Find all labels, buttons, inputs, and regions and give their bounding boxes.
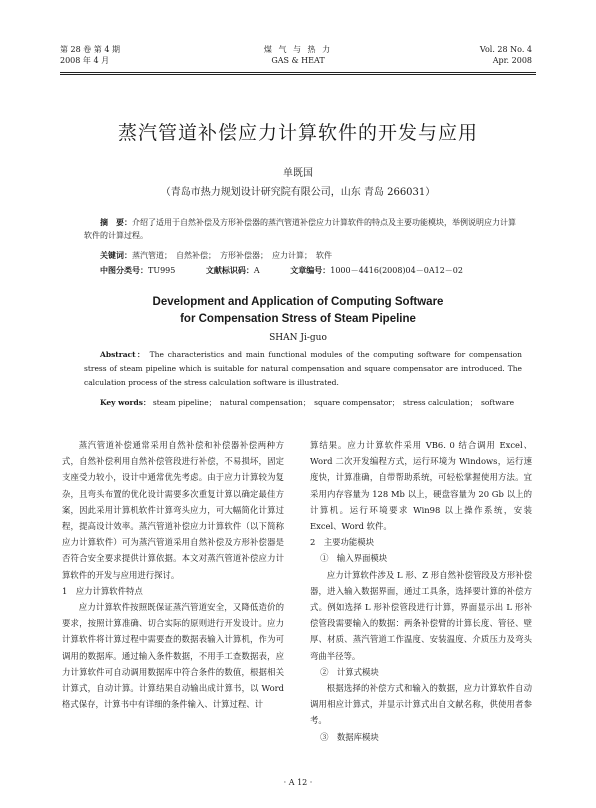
journal-name-en: GAS & HEAT [271,56,325,65]
volume-issue: 第 28 卷 第 4 期 [60,45,120,54]
volume-issue-en: Vol. 28 No. 4 [479,45,532,54]
abstract-label-en: Abstract： [100,350,146,359]
body-column-right [310,437,532,745]
section-1-paragraph: 应力计算软件按照既保证蒸汽管道安全，又降低造价的要求，按照计算准确、切合实际的原则进行开发设计。应力计算软件将计算过程中需要查的数据表输入计算机，作为可调用的数据库。通过输入条件数据，不用手工查数据表，应力计算软件可自动调用数据库中符合条件的数值，根据相关计算式，自动计算。计算结果自动输出成计算书，以 Word 格式保存，计算书中有详细的条件输入、计算过程、计 [62,602,284,710]
abstract-label-cn: 摘 要： [100,217,132,227]
publication-date-en: Apr. 2008 [492,56,532,65]
keywords-label-en: Key words： [100,398,151,407]
intro-paragraph: 蒸汽管道补偿通常采用自然补偿和补偿器补偿两种方式，自然补偿利用自然补偿管段进行补偿，不易损坏，固定支座受力较小，设计中通常优先考虑。由于应力计算较为复杂，且弯头布置的优化设计需要多次重复计算以确定最佳方案，因此采用计算机软件计算弯头应力，可大幅简化计算过程，提高设计效率。蒸汽管道补偿应力计算软件（以下简称应力计算软件）可为蒸汽管道采用自然补偿及方形补偿器是否符合安全要求提供计算依据。本文对蒸汽管道补偿应力计算软件的开发与应用进行探讨。 [62,440,284,580]
author-cn: 单既国 [283,168,313,179]
module-3-heading: ③ 数据库模块 [320,731,379,742]
classification-line [100,264,520,277]
affiliation-cn: （青岛市热力规划设计研究院有限公司，山东 青岛 266031） [160,187,436,198]
author-en: SHAN Ji-guo [269,333,327,343]
paper-title-en-line1: Development and Application of Computing Software [152,296,444,308]
abstract-en [84,348,522,390]
article-number-value: 1000－4416(2008)04－0A12－02 [330,266,463,275]
doc-code-label: 文献标识码： [205,265,254,275]
module-1-paragraph: 应力计算软件涉及 L 形、Z 形自然补偿管段及方形补偿器，进入输入数据界面，通过工具条，选择要计算的补偿方式。例如选择 L 形补偿管段进行计算，界面显示出 L 形补偿管段需要输入的数据：两条补偿臂的计算长度、管径、壁厚、材质、蒸汽管道工作温度、安装温度、介质压力及弯头弯曲半径等。 [310,569,532,661]
paper-title-en [0,294,596,328]
section-2-heading: 2 主要功能模块 [310,537,374,548]
keywords-en [84,396,522,410]
doc-code-value: A [253,266,260,275]
journal-name-cn: 煤 气 与 热 力 [263,45,333,54]
page-number: · A 12 · [283,778,313,787]
keywords-label-cn: 关键词： [100,250,132,260]
keywords-text-en: steam pipeline； natural compensation； square compensator； stress calculation； software [152,398,515,407]
keywords-cn [100,249,520,262]
module-1-heading: ① 输入界面模块 [320,553,388,564]
paper-title-en-line2: for Compensation Stress of Steam Pipeline [180,313,416,325]
journal-volume-en [480,44,532,66]
keywords-text-cn: 蒸汽管道； 自然补偿； 方形补偿器； 应力计算； 软件 [132,251,332,260]
article-number-label: 文章编号： [290,265,331,275]
publication-date: 2008 年 4 月 [60,56,110,65]
section-1-continued: 算结果。应力计算软件采用 VB6. 0 结合调用 Excel、Word 二次开发编程方式，运行环境为 Windows，运行速度快，计算准确，自带帮助系统，可轻松掌握使用方法。宜采用内存容量为 128 Mb 以上，硬盘容量为 20 Gb 以上的计算机。运行环境要求 Win98 以上操作系统，安装 Excel、Word 软件。 [310,440,532,532]
header-rule-double [60,74,536,75]
module-2-paragraph: 根据选择的补偿方式和输入的数据，应力计算软件自动调用相应计算式，并显示计算式出自文献名称，供使用者参考。 [310,683,532,726]
clc-value: TU995 [148,266,176,275]
abstract-text-en: The characteristics and main functional modules of the computing software for compensation stress of steam pipeline which is suitable for natural compensation and square compensator are introduced. The calculation process of the stress calculation software is illustrated. [84,350,523,387]
section-1-heading: 1 应力计算软件特点 [62,585,143,596]
paper-title-cn: 蒸汽管道补偿应力计算软件的开发与应用 [117,122,478,144]
abstract-text-cn: 介绍了适用于自然补偿及方形补偿器的蒸汽管道补偿应力计算软件的特点及主要功能模块，举例说明应力计算软件的计算过程。 [84,218,516,240]
header-rule [60,72,536,73]
module-2-heading: ② 计算式模块 [320,666,379,677]
abstract-cn [84,216,522,242]
clc-label: 中图分类号： [100,265,148,275]
body-column-left [62,437,284,712]
